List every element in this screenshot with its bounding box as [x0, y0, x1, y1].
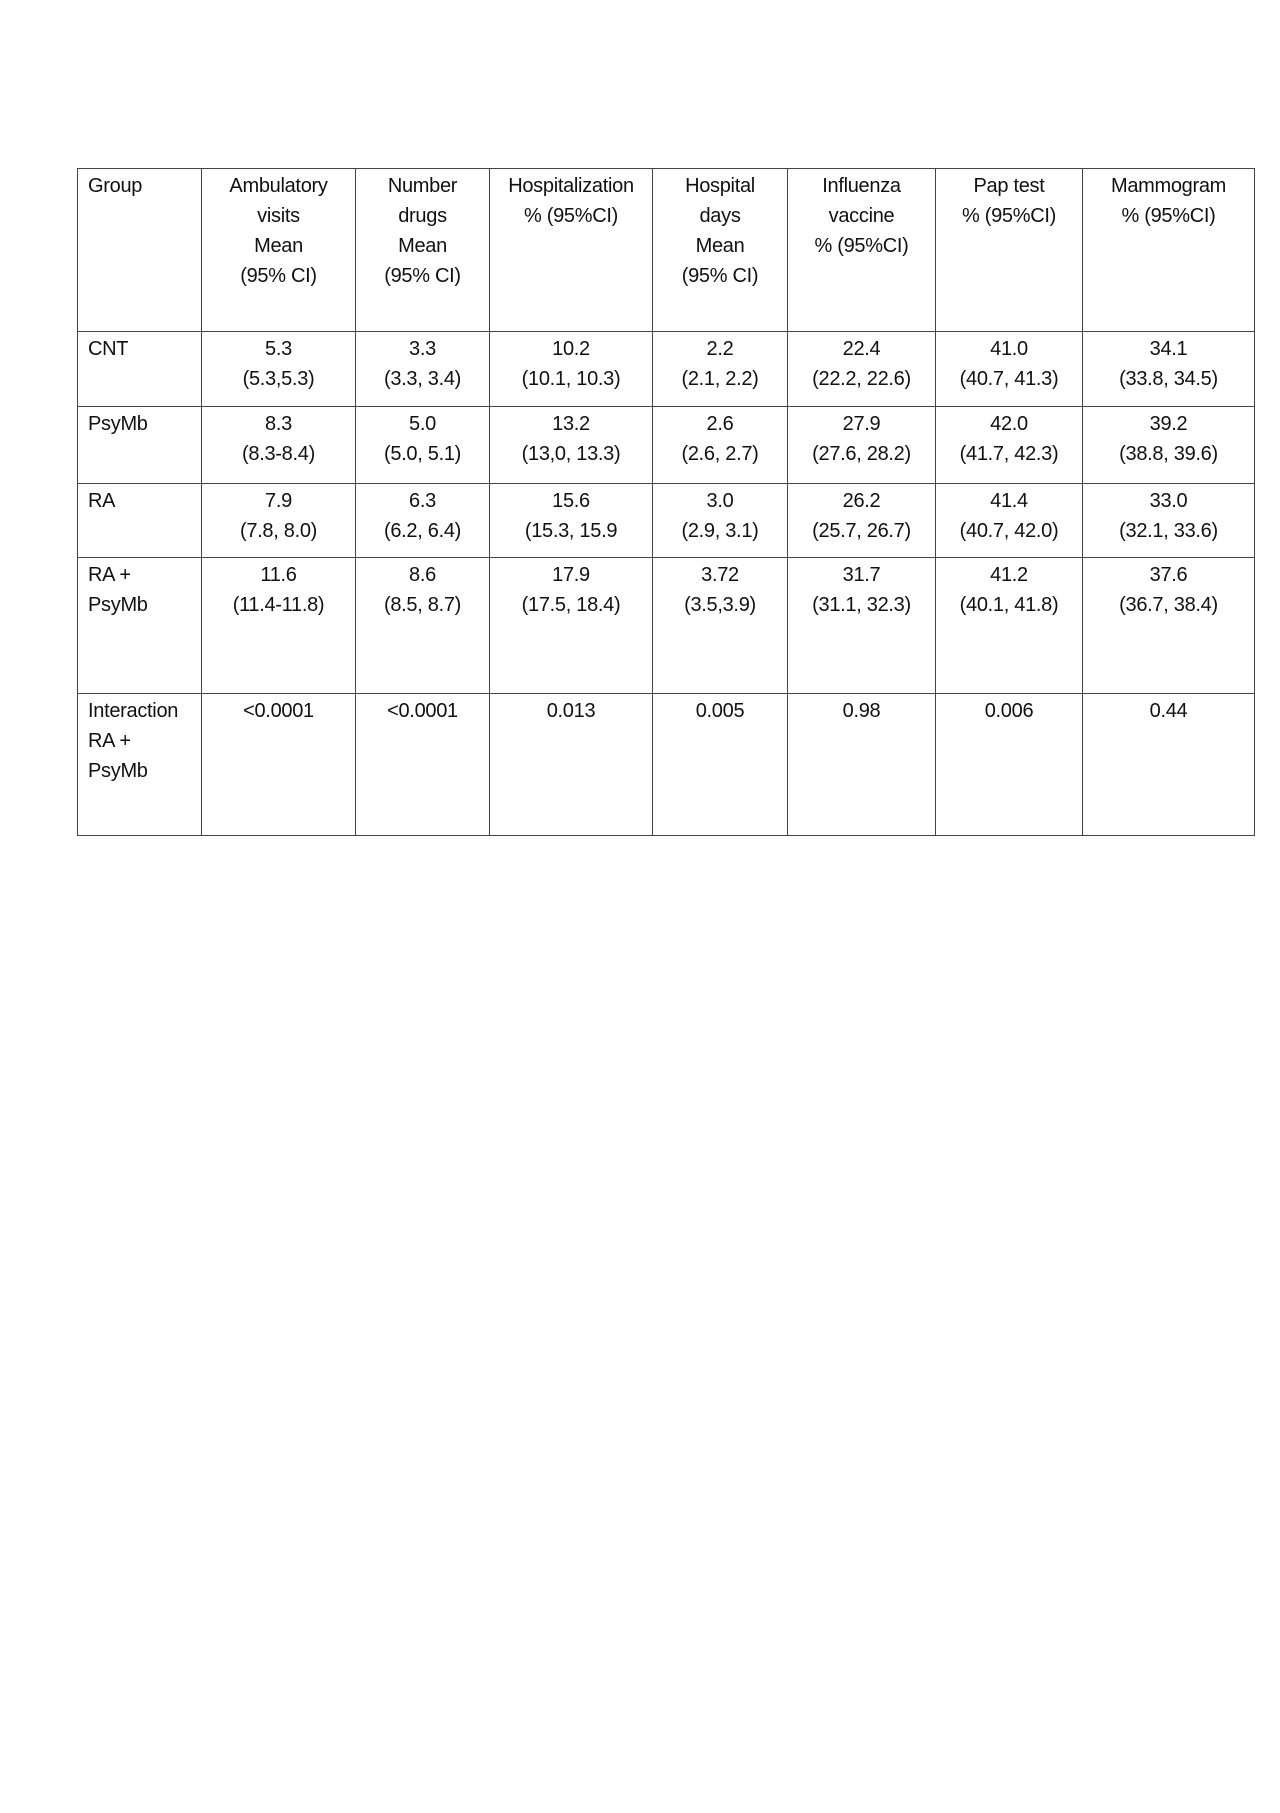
influenza-vaccine-cell-line: (22.2, 22.6) — [812, 368, 911, 390]
pap-test-cell-line: (40.1, 41.8) — [959, 594, 1059, 616]
pap-test-cell — [936, 332, 1083, 407]
mammogram-cell-line: 33.0 — [1149, 490, 1188, 512]
influenza-vaccine-cell-line: 27.9 — [842, 413, 881, 435]
header-influenza-vaccine — [788, 169, 936, 332]
pap-test-cell-line: 42.0 — [990, 413, 1028, 435]
mammogram-cell — [1083, 694, 1255, 836]
influenza-vaccine-cell — [788, 694, 936, 836]
group-cell-line: RA + — [88, 564, 131, 586]
number-drugs-cell-line: (6.2, 6.4) — [383, 520, 462, 542]
table-row — [78, 694, 1255, 836]
mammogram-cell — [1083, 484, 1255, 558]
hospitalization-cell-line: 15.6 — [552, 490, 590, 512]
group-cell — [78, 332, 202, 407]
group-cell — [78, 694, 202, 836]
mammogram-cell-line: (33.8, 34.5) — [1119, 368, 1218, 390]
header-number-drugs — [356, 169, 490, 332]
hospitalization-cell-line: (13,0, 13.3) — [521, 443, 621, 465]
mammogram-cell-line: 37.6 — [1149, 564, 1188, 586]
hospital-days-cell — [653, 694, 788, 836]
table-row — [78, 407, 1255, 484]
mammogram-cell — [1083, 332, 1255, 407]
header-influenza-vaccine-line: % (95%CI) — [814, 235, 909, 257]
pap-test-cell-line: 0.006 — [984, 700, 1034, 722]
header-ambulatory-visits — [202, 169, 356, 332]
ambulatory-visits-cell-line: 11.6 — [260, 564, 297, 586]
hospitalization-cell — [490, 694, 653, 836]
ambulatory-visits-cell-line: 8.3 — [265, 413, 292, 435]
header-ambulatory-visits-line: Mean — [254, 235, 303, 257]
number-drugs-cell — [356, 694, 490, 836]
number-drugs-cell-line: (5.0, 5.1) — [383, 443, 462, 465]
ambulatory-visits-cell — [202, 332, 356, 407]
influenza-vaccine-cell — [788, 332, 936, 407]
influenza-vaccine-cell — [788, 407, 936, 484]
header-hospital-days — [653, 169, 788, 332]
number-drugs-cell — [356, 484, 490, 558]
table-row — [78, 558, 1255, 694]
hospital-days-cell-line: (2.1, 2.2) — [681, 368, 759, 390]
hospital-days-cell — [653, 558, 788, 694]
header-hospital-days-line: Hospital — [685, 175, 755, 197]
ambulatory-visits-cell-line: 5.3 — [265, 338, 292, 360]
header-row — [78, 169, 1255, 332]
group-cell — [78, 558, 202, 694]
pap-test-cell-line: 41.2 — [990, 564, 1028, 586]
header-number-drugs-line: Number — [387, 175, 458, 197]
hospital-days-cell — [653, 407, 788, 484]
influenza-vaccine-cell-line: 31.7 — [842, 564, 881, 586]
pap-test-cell-line: (40.7, 42.0) — [959, 520, 1059, 542]
number-drugs-cell-line: 3.3 — [409, 338, 436, 360]
hospital-days-cell-line: (2.6, 2.7) — [681, 443, 759, 465]
header-ambulatory-visits-line: (95% CI) — [240, 265, 317, 287]
header-group-line: Group — [88, 175, 143, 197]
hospital-days-cell-line: 3.0 — [706, 490, 734, 512]
influenza-vaccine-cell-line: 0.98 — [842, 700, 881, 722]
table-row — [78, 484, 1255, 558]
group-cell-line: CNT — [88, 338, 129, 360]
header-pap-test-line: % (95%CI) — [962, 205, 1056, 227]
header-mammogram-line: Mammogram — [1110, 175, 1227, 197]
header-pap-test-line: Pap test — [973, 175, 1045, 197]
number-drugs-cell-line: 5.0 — [409, 413, 436, 435]
hospital-days-cell-line: 2.6 — [706, 413, 734, 435]
hospital-days-cell-line: 3.72 — [701, 564, 739, 586]
header-mammogram-line: % (95%CI) — [1121, 205, 1216, 227]
number-drugs-cell-line: (8.5, 8.7) — [383, 594, 462, 616]
results-table — [77, 168, 1255, 836]
number-drugs-cell-line: 6.3 — [409, 490, 436, 512]
mammogram-cell-line: (38.8, 39.6) — [1119, 443, 1218, 465]
hospital-days-cell — [653, 484, 788, 558]
number-drugs-cell — [356, 407, 490, 484]
table-row — [78, 332, 1255, 407]
ambulatory-visits-cell-line: (11.4-11.8) — [232, 594, 325, 616]
group-cell-line: PsyMb — [88, 760, 148, 782]
number-drugs-cell — [356, 558, 490, 694]
mammogram-cell — [1083, 558, 1255, 694]
hospitalization-cell — [490, 484, 653, 558]
influenza-vaccine-cell-line: 22.4 — [842, 338, 881, 360]
header-hospitalization-line: % (95%CI) — [524, 205, 618, 227]
group-cell — [78, 407, 202, 484]
influenza-vaccine-cell-line: 26.2 — [842, 490, 881, 512]
pap-test-cell-line: 41.4 — [990, 490, 1028, 512]
header-influenza-vaccine-line: Influenza — [822, 175, 901, 197]
hospitalization-cell-line: (15.3, 15.9 — [524, 520, 618, 542]
group-cell-line: RA — [88, 490, 116, 512]
group-cell-line: Interaction — [88, 700, 179, 722]
influenza-vaccine-cell-line: (27.6, 28.2) — [812, 443, 911, 465]
influenza-vaccine-cell — [788, 484, 936, 558]
ambulatory-visits-cell — [202, 558, 356, 694]
hospitalization-cell-line: 0.013 — [546, 700, 596, 722]
group-cell-line: PsyMb — [88, 413, 148, 435]
hospitalization-cell-line: 13.2 — [552, 413, 590, 435]
hospitalization-cell-line: (17.5, 18.4) — [521, 594, 621, 616]
pap-test-cell-line: (41.7, 42.3) — [959, 443, 1059, 465]
header-pap-test — [936, 169, 1083, 332]
group-cell-line: PsyMb — [88, 594, 148, 616]
hospitalization-cell-line: 17.9 — [552, 564, 590, 586]
hospitalization-cell — [490, 407, 653, 484]
ambulatory-visits-cell-line: <0.0001 — [243, 700, 314, 722]
mammogram-cell-line: (36.7, 38.4) — [1119, 594, 1218, 616]
pap-test-cell — [936, 484, 1083, 558]
hospital-days-cell-line: 0.005 — [695, 700, 745, 722]
number-drugs-cell-line: (3.3, 3.4) — [383, 368, 462, 390]
header-number-drugs-line: (95% CI) — [384, 265, 461, 287]
pap-test-cell-line: 41.0 — [990, 338, 1028, 360]
header-hospitalization-line: Hospitalization — [508, 175, 634, 197]
number-drugs-cell-line: 8.6 — [409, 564, 436, 586]
number-drugs-cell — [356, 332, 490, 407]
pap-test-cell — [936, 407, 1083, 484]
pap-test-cell-line: (40.7, 41.3) — [959, 368, 1059, 390]
hospital-days-cell-line: 2.2 — [706, 338, 734, 360]
header-hospital-days-line: days — [699, 205, 741, 227]
influenza-vaccine-cell — [788, 558, 936, 694]
ambulatory-visits-cell-line: (8.3-8.4) — [242, 443, 315, 465]
ambulatory-visits-cell — [202, 694, 356, 836]
header-influenza-vaccine-line: vaccine — [828, 205, 895, 227]
hospitalization-cell-line: 10.2 — [552, 338, 590, 360]
hospitalization-cell-line: (10.1, 10.3) — [521, 368, 621, 390]
ambulatory-visits-cell-line: (7.8, 8.0) — [239, 520, 318, 542]
hospital-days-cell-line: (2.9, 3.1) — [681, 520, 759, 542]
mammogram-cell-line: (32.1, 33.6) — [1119, 520, 1218, 542]
header-hospitalization — [490, 169, 653, 332]
header-number-drugs-line: drugs — [398, 205, 447, 227]
hospital-days-cell — [653, 332, 788, 407]
number-drugs-cell-line: <0.0001 — [387, 700, 458, 722]
header-mammogram — [1083, 169, 1255, 332]
ambulatory-visits-cell — [202, 407, 356, 484]
hospital-days-cell-line: (3.5,3.9) — [684, 594, 756, 616]
header-ambulatory-visits-line: Ambulatory — [229, 175, 328, 197]
ambulatory-visits-cell-line: 7.9 — [265, 490, 292, 512]
mammogram-cell-line: 39.2 — [1149, 413, 1188, 435]
header-ambulatory-visits-line: visits — [257, 205, 300, 227]
influenza-vaccine-cell-line: (31.1, 32.3) — [812, 594, 911, 616]
hospitalization-cell — [490, 332, 653, 407]
influenza-vaccine-cell-line: (25.7, 26.7) — [812, 520, 911, 542]
pap-test-cell — [936, 694, 1083, 836]
ambulatory-visits-cell — [202, 484, 356, 558]
mammogram-cell-line: 34.1 — [1149, 338, 1188, 360]
header-hospital-days-line: Mean — [695, 235, 745, 257]
mammogram-cell-line: 0.44 — [1149, 700, 1188, 722]
header-number-drugs-line: Mean — [398, 235, 447, 257]
group-cell — [78, 484, 202, 558]
hospitalization-cell — [490, 558, 653, 694]
mammogram-cell — [1083, 407, 1255, 484]
ambulatory-visits-cell-line: (5.3,5.3) — [242, 368, 315, 390]
pap-test-cell — [936, 558, 1083, 694]
header-hospital-days-line: (95% CI) — [681, 265, 759, 287]
header-group — [78, 169, 202, 332]
group-cell-line: RA + — [88, 730, 131, 752]
